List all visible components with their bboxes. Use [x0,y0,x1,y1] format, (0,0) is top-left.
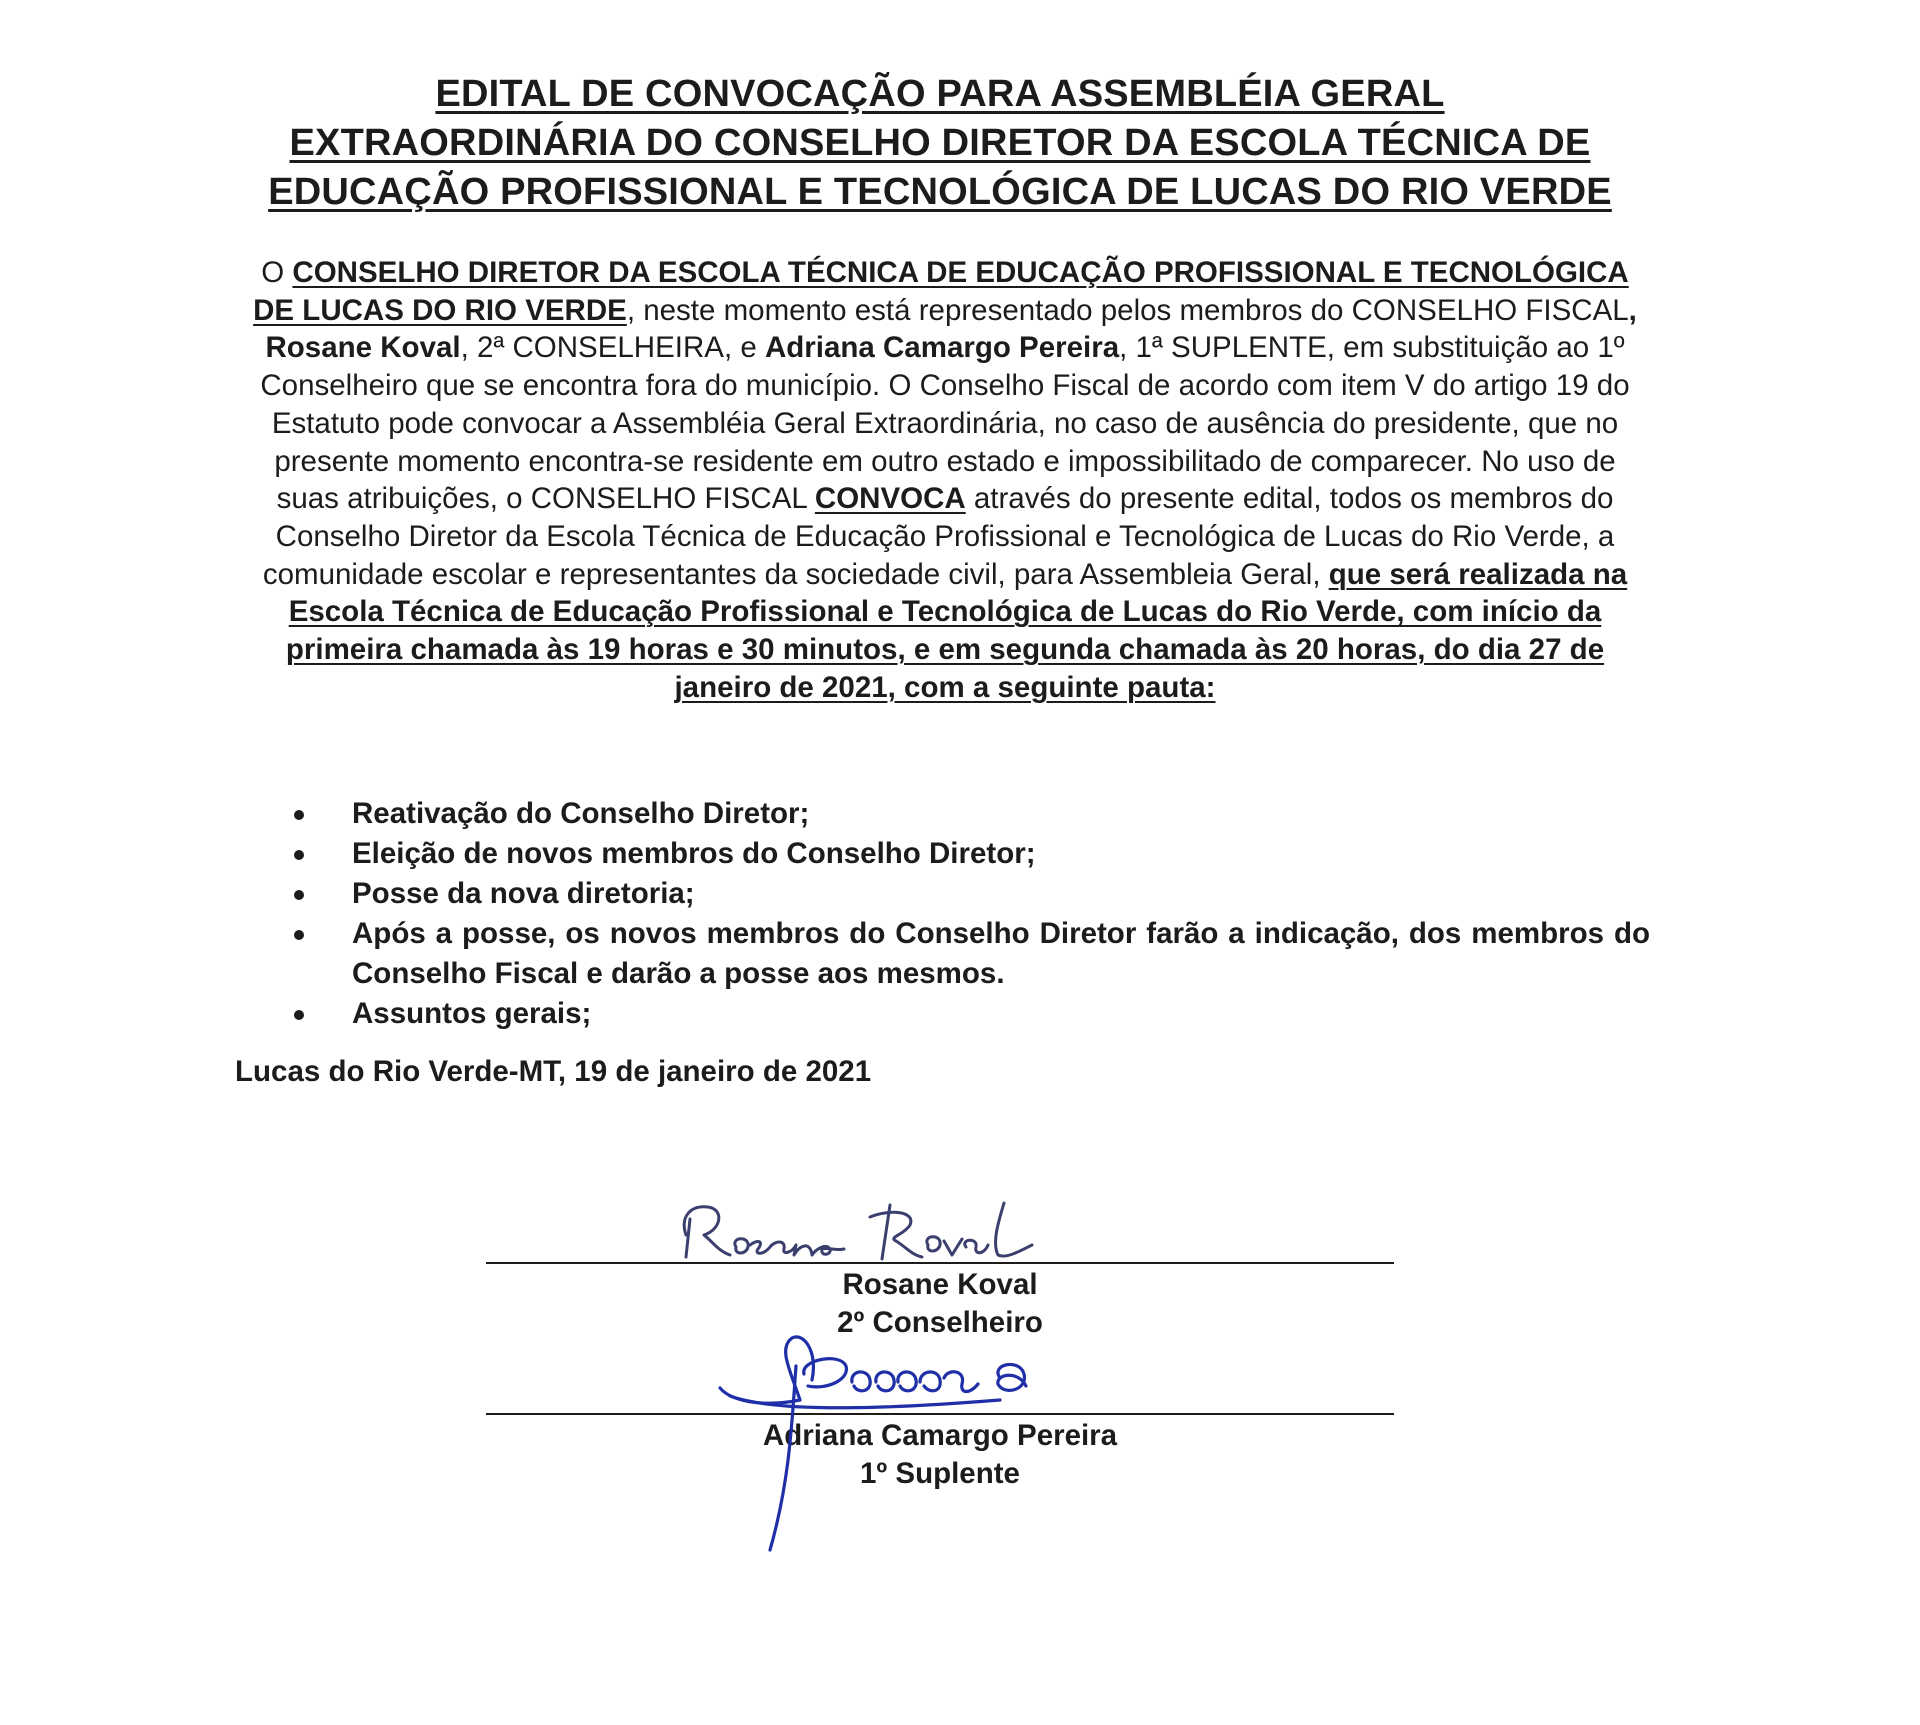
member-name-adriana: Adriana Camargo Pereira [764,331,1120,365]
meeting-details: Escola Técnica de Educação Profissional e Tecnológica de Lucas do Rio Verde, com início da primeira chamada às 19 horas e 30 minutos, e em segunda chamada às 20 horas, do dia 27 de janeiro de 2021, com a seguinte pauta: [285,595,1605,704]
agenda-item [290,794,1650,834]
title-line-3: EDUCAÇÃO PROFISSIONAL E TECNOLÓGICA DE LUCAS DO RIO VERDE [268,171,1612,213]
body-text-intro: O [261,256,293,289]
agenda-item [290,834,1650,874]
bullet-icon [294,850,304,860]
member-name-rosane: , Rosane Koval [265,293,1637,365]
body-text-convocation: através do presente edital, todos os membros do Conselho Diretor da Escola Técnica de Educação Profissional e Tecnológica de Lucas do Rio Verde, a comunidade escolar e representantes da sociedade civil, para Assembleia Geral, [262,482,1615,591]
agenda-item-text: Eleição de novos membros do Conselho Diretor; [352,837,1036,870]
agenda-item [290,874,1650,914]
signer-name-1: Rosane Koval [842,1268,1038,1301]
agenda-item [290,994,1650,1034]
signer-name-2: Adriana Camargo Pereira [762,1419,1118,1452]
council-name: CONSELHO DIRETOR DA ESCOLA TÉCNICA DE EDUCAÇÃO PROFISSIONAL E TECNOLÓGICA DE LUCAS DO RIO VERDE [253,256,1629,327]
bullet-icon [294,1010,304,1020]
agenda-item-text: Após a posse, os novos membros do Conselho Diretor farão a indicação, dos membros do Conselho Fiscal e darão a posse aos mesmos. [352,917,1650,990]
title-line-2: EXTRAORDINÁRIA DO CONSELHO DIRETOR DA ESCOLA TÉCNICA DE [289,122,1591,164]
signature-line-1 [486,1262,1394,1264]
agenda-item-text: Posse da nova diretoria; [352,877,695,910]
bullet-icon [294,810,304,820]
meeting-location-intro: que será realizada na [1328,557,1628,591]
document-title [230,70,1650,217]
agenda-item-text: Reativação do Conselho Diretor; [352,797,810,830]
body-text-representation: , neste momento está representado pelos membros do CONSELHO FISCAL [626,293,1629,327]
bullet-icon [294,930,304,940]
title-line-1: EDITAL DE CONVOCAÇÃO PARA ASSEMBLÉIA GERAL [435,73,1445,115]
signer-role-1: 2º Conselheiro [837,1306,1043,1339]
bullet-icon [294,890,304,900]
signature-adriana-pereira [700,1330,1260,1560]
body-paragraph [245,254,1645,706]
agenda-list [290,794,1650,1034]
agenda-item-text: Assuntos gerais; [352,997,592,1030]
signer-role-2: 1º Suplente [860,1457,1020,1490]
place-date: Lucas do Rio Verde-MT, 19 de janeiro de 2021 [235,1055,872,1088]
convoca-keyword: CONVOCA [814,482,966,516]
body-text-main: , 1ª SUPLENTE, em substituição ao 1º Conselheiro que se encontra fora do município. O Conselho Fiscal de acordo com item V do artigo 19 do Estatuto pode convocar a Assembléia Geral Extraordinária, no caso de ausência do presidente, que no presente momento encontra-se residente em outro estado e impossibilitado de comparecer. No uso de suas atribuições, o CONSELHO FISCAL [260,331,1630,516]
agenda-item [290,914,1650,994]
body-text-role-1: , 2ª CONSELHEIRA, e [460,331,765,365]
